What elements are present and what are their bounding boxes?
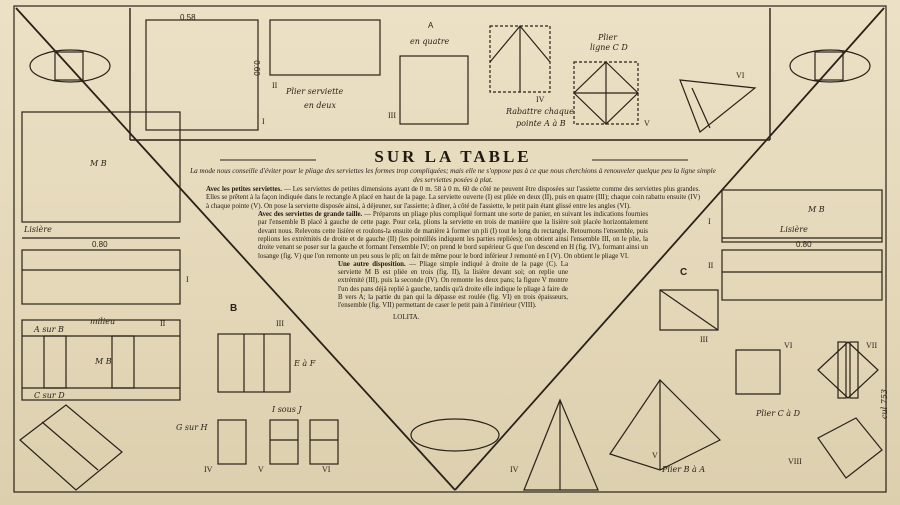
roman-VI-right: VI: [784, 341, 793, 350]
letter-B: B: [230, 303, 238, 314]
fig-C-VI: [736, 350, 780, 394]
roman-V-left: V: [258, 465, 264, 474]
roman-V-bottom: V: [652, 451, 658, 460]
label-ligne-cd: ligne C D: [590, 43, 628, 52]
para-grande-heading: Avec des serviettes de grande taille.: [258, 211, 363, 219]
article-title: SUR LA TABLE: [374, 147, 532, 166]
label-en-quatre: en quatre: [410, 37, 450, 46]
letter-A-top: A: [428, 21, 434, 30]
label-e-f: E à F: [294, 359, 316, 368]
fig-B-III: [218, 334, 290, 392]
label-mb-right: M B: [808, 205, 825, 214]
roman-VII-right: VII: [866, 341, 878, 350]
para-autre-heading: Une autre disposition.: [338, 260, 406, 268]
label-mb-b2: M B: [95, 357, 112, 366]
article: [188, 147, 718, 321]
label-plier: Plier: [598, 33, 618, 42]
label-mb-left: M B: [90, 159, 107, 168]
label-i-sur-j: I sous J: [272, 405, 302, 414]
roman-VI-left: VI: [322, 465, 331, 474]
fig-B-VI: [310, 420, 338, 464]
roman-IV-top: IV: [536, 95, 545, 104]
label-plier-ba: Plier B à A: [662, 465, 706, 474]
roman-II-right: II: [708, 261, 714, 270]
fig-C-V: [610, 380, 720, 470]
fig-A-VI: [680, 80, 755, 132]
para-autre: [188, 261, 718, 311]
para-petites-heading: Avec les petites serviettes.: [206, 186, 282, 194]
roman-II-top: II: [272, 81, 278, 90]
fig-C-lisiere: [722, 190, 882, 242]
label-g-sur-h: G sur H: [176, 423, 208, 432]
fig-C-VIII: [818, 418, 882, 478]
label-rabattre: Rabattre chaque: [506, 107, 574, 116]
fig-C-VII: [818, 342, 878, 398]
fig-C-II: [722, 250, 882, 300]
label-lisiere-right: Lisière: [780, 225, 808, 234]
label-plier-serviette: Plier serviette: [286, 87, 344, 96]
label-plier-cd: Plier C à D: [756, 409, 800, 418]
para-petites-text: — Les serviettes de petites dimensions ayant de 0 m. 58 à 0 m. 60 de côté ne peuvent être disposées sur l'assiette comme des serviettes plus grandes. Elles se prêtent à la façon indiquée dans le rectangle A placé en haut de la page. La serviette ouverte (I) est pliée en deux (II), puis en quatre (III); chaque coin rabattu ensuite (IV) à chaque pointe (V). On pose la serviette disposée ainsi, à déjeuner, sur l'assiette; à dîner, à côté de l'assiette, le petit pain étant glissé entre les angles (VI).: [206, 186, 700, 210]
roman-II-left: II: [160, 319, 166, 328]
dim-058: 0.58: [180, 13, 196, 22]
fig-B-I: [22, 250, 180, 304]
label-pointe-ab: pointe A à B: [516, 119, 566, 128]
dim-060: 0.60: [251, 60, 261, 76]
roman-I-left: I: [186, 275, 189, 284]
roman-VI-top: VI: [736, 71, 745, 80]
fig-A-I: [146, 20, 261, 130]
fig-A-III: [400, 56, 468, 124]
dim-080-right: 0.80: [796, 240, 812, 249]
roman-III-top: III: [388, 111, 396, 120]
roman-III-left: III: [276, 319, 284, 328]
roman-IV-bottom: IV: [510, 465, 519, 474]
roman-I-right: I: [708, 217, 711, 226]
para-grande-text: — Préparons un pliage plus compliqué formant une sorte de panier, en suivant les indications fournies par l'ensemble B placé à gauche de cette page. Pour cela, plions la serviette en trois de manière que la lisière soit placée horizontalement devant nous. Relevons cette lisière et roulons-la ensuite de manière à former un pli (I) tout le long du rectangle. Retournons l'ensemble, puis replions les extrémités de droite et de gauche (II) (les pointillés indiquent les parties repliées); on obtient ainsi l'ensemble III, on le plie, la droite venant se poser sur la gauche et formant l'ensemble IV; on prend le bord supérieur G que l'on descend en H (fig. IV), formant ainsi un losange (fig. V) que l'on remonte un peu sous le pli; on fait de même pour le bord inférieur J remonté en I (V). On obtient le pliage VI.: [258, 211, 648, 260]
label-c-sur-d: C sur D: [34, 391, 65, 400]
roman-V-top: V: [644, 119, 650, 128]
label-a-sur-b: A sur B: [34, 325, 64, 334]
label-milieu: milieu: [90, 317, 116, 326]
fig-B-IV: [218, 420, 246, 464]
dim-080-left: 0.80: [92, 240, 108, 249]
label-lisiere-left: Lisière: [24, 225, 52, 234]
napkin-roll-right: [790, 50, 870, 82]
fig-B-V: [270, 420, 298, 464]
para-autre-text: — Pliage simple indiqué à droite de la page (C). La serviette M B est pliée en trois (fig. II), la lisière devant soi; on replie une extrémité (III), puis la seconde (IV). On remonte les deux pans; la figure V montre l'un des pans déjà replié à gauche, tandis qu'à droite elle indique le pliage à faire de B vers A; la partie du pan qui la dépasse est roulée (fig. VI) en trois épaisseurs, l'ensemble (fig. VII) permettant de caser le petit pain à l'intérieur (VIII).: [338, 260, 568, 310]
article-intro: La mode nous conseille d'éviter pour le pliage des serviettes les formes trop compliquées; mais elle ne s'oppose pas à ce que nous cherchions à renouveler quelque peu la ligne simple des serviettes posées à plat.: [190, 167, 716, 184]
para-grande: [188, 211, 718, 261]
fig-C-IV: [524, 400, 598, 490]
roman-IV-left: IV: [204, 465, 213, 474]
label-en-deux: en deux: [304, 101, 336, 110]
fig-A-II: [270, 20, 380, 75]
roman-III-right: III: [700, 335, 708, 344]
letter-C: C: [680, 267, 688, 278]
side-note: cul 753: [880, 388, 890, 420]
para-petites: [188, 186, 718, 211]
signature: LOLITA.: [393, 312, 420, 321]
roman-VIII-right: VIII: [788, 457, 802, 466]
napkin-plate: [411, 419, 499, 451]
roman-I-top: I: [262, 117, 265, 126]
